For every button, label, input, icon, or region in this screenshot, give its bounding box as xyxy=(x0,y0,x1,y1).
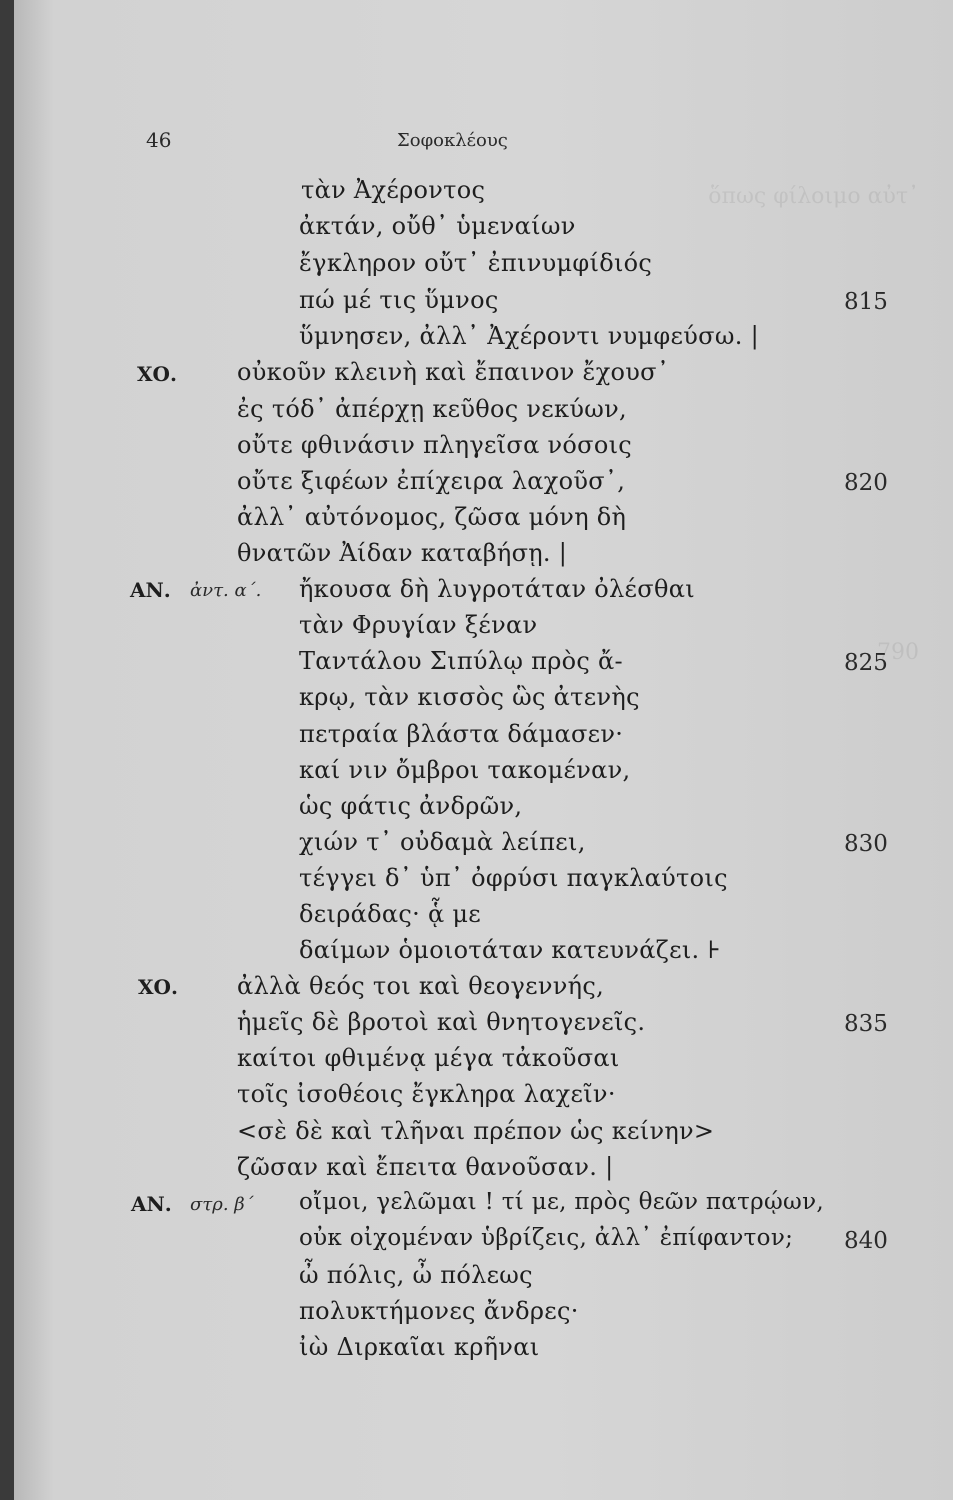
speaker-label: ΑΝ. xyxy=(130,578,171,602)
verse-line: τὰν Φρυγίαν ξέναν xyxy=(299,611,538,639)
verse-line: ἰὼ Διρκαῖαι κρῆναι xyxy=(299,1333,540,1361)
line-number: 820 xyxy=(844,470,888,496)
verse-line: πολυκτήμονες ἄνδρες· xyxy=(299,1297,579,1325)
verse-line: δειράδας· ᾇ με xyxy=(299,900,482,928)
verse-line: ὦ πόλις, ὦ πόλεως xyxy=(299,1261,533,1289)
verse-line: τέγγει δ᾽ ὑπ᾽ ὀφρύσι παγκλαύτοις xyxy=(299,864,728,892)
strophe-mark: στρ. β΄ xyxy=(190,1194,254,1215)
page-number: 46 xyxy=(146,128,172,152)
verse-line: οὐκοῦν κλεινὴ καὶ ἔπαινον ἔχουσ᾽ xyxy=(237,358,670,386)
verse-line: ἐς τόδ᾽ ἀπέρχῃ κεῦθος νεκύων, xyxy=(237,395,627,423)
verse-line: ἀλλὰ θεός τοι καὶ θεογεννής, xyxy=(237,972,605,1000)
verse-line: Ταντάλου Σιπύλῳ πρὸς ἄ- xyxy=(299,647,623,675)
line-number: 840 xyxy=(844,1228,888,1254)
verse-line: οὐκ οἰχομέναν ὑβρίζεις, ἀλλ᾽ ἐπίφαντον; xyxy=(299,1225,794,1251)
verse-line: ἔγκληρον οὔτ᾽ ἐπινυμφίδιός xyxy=(299,249,653,277)
running-title: Σοφοκλέους xyxy=(397,130,508,151)
verse-line: <σὲ δὲ καὶ τλῆναι πρέπον ὡς κείνην> xyxy=(237,1117,715,1145)
verse-line: χιών τ᾽ οὐδαμὰ λείπει, xyxy=(299,828,586,856)
verse-line: τοῖς ἰσοθέοις ἔγκληρα λαχεῖν· xyxy=(237,1080,616,1108)
verse-line: ἡμεῖς δὲ βροτοὶ καὶ θνητογενεῖς. xyxy=(237,1008,646,1036)
verse-line: οὔτε φθινάσιν πληγεῖσα νόσοις xyxy=(237,431,633,459)
line-number: 815 xyxy=(844,289,888,315)
verse-line: κρῳ, τὰν κισσὸς ὣς ἀτενὴς xyxy=(299,683,640,711)
verse-line: οὔτε ξιφέων ἐπίχειρα λαχοῦσ᾽, xyxy=(237,467,626,495)
bleed-through-text: 790 xyxy=(877,640,919,665)
verse-line: ἀκτάν, οὔθ᾽ ὑμεναίων xyxy=(299,212,576,240)
book-page xyxy=(14,0,953,1500)
line-number: 825 xyxy=(844,650,888,676)
verse-line: ζῶσαν καὶ ἔπειτα θανοῦσαν. | xyxy=(237,1153,614,1181)
speaker-label: ΑΝ. xyxy=(131,1192,172,1216)
verse-line: ὕμνησεν, ἀλλ᾽ Ἀχέροντι νυμφεύσω. | xyxy=(299,322,759,350)
verse-line: καί νιν ὄμβροι τακομέναν, xyxy=(299,756,631,784)
verse-line: πετραία βλάστα δάμασεν· xyxy=(299,720,624,748)
speaker-label: ΧΟ. xyxy=(137,362,177,386)
verse-line: δαίμων ὁμοιοτάταν κατευνάζει. ⊦ xyxy=(299,936,722,964)
verse-line: οἴμοι, γελῶμαι ! τί με, πρὸς θεῶν πατρῴων, xyxy=(299,1189,824,1215)
speaker-label: ΧΟ. xyxy=(138,975,178,999)
verse-line: ἤκουσα δὴ λυγροτάταν ὀλέσθαι xyxy=(299,575,695,603)
bleed-through-text: ὅπως φίλοιμο αὐτ᾽ xyxy=(708,184,919,209)
line-number: 835 xyxy=(844,1011,888,1037)
verse-line: καίτοι φθιμένᾳ μέγα τἀκοῦσαι xyxy=(237,1044,620,1072)
verse-line: πώ μέ τις ὕμνος xyxy=(299,286,499,314)
verse-line: ὡς φάτις ἀνδρῶν, xyxy=(299,792,523,820)
line-number: 830 xyxy=(844,831,888,857)
strophe-mark: ἀντ. α΄. xyxy=(190,580,262,601)
verse-line: θνατῶν Ἀίδαν καταβήσῃ. | xyxy=(237,539,568,567)
verse-line: ἀλλ᾽ αὐτόνομος, ζῶσα μόνη δὴ xyxy=(237,503,627,531)
verse-line: τὰν Ἀχέροντος xyxy=(301,176,486,204)
